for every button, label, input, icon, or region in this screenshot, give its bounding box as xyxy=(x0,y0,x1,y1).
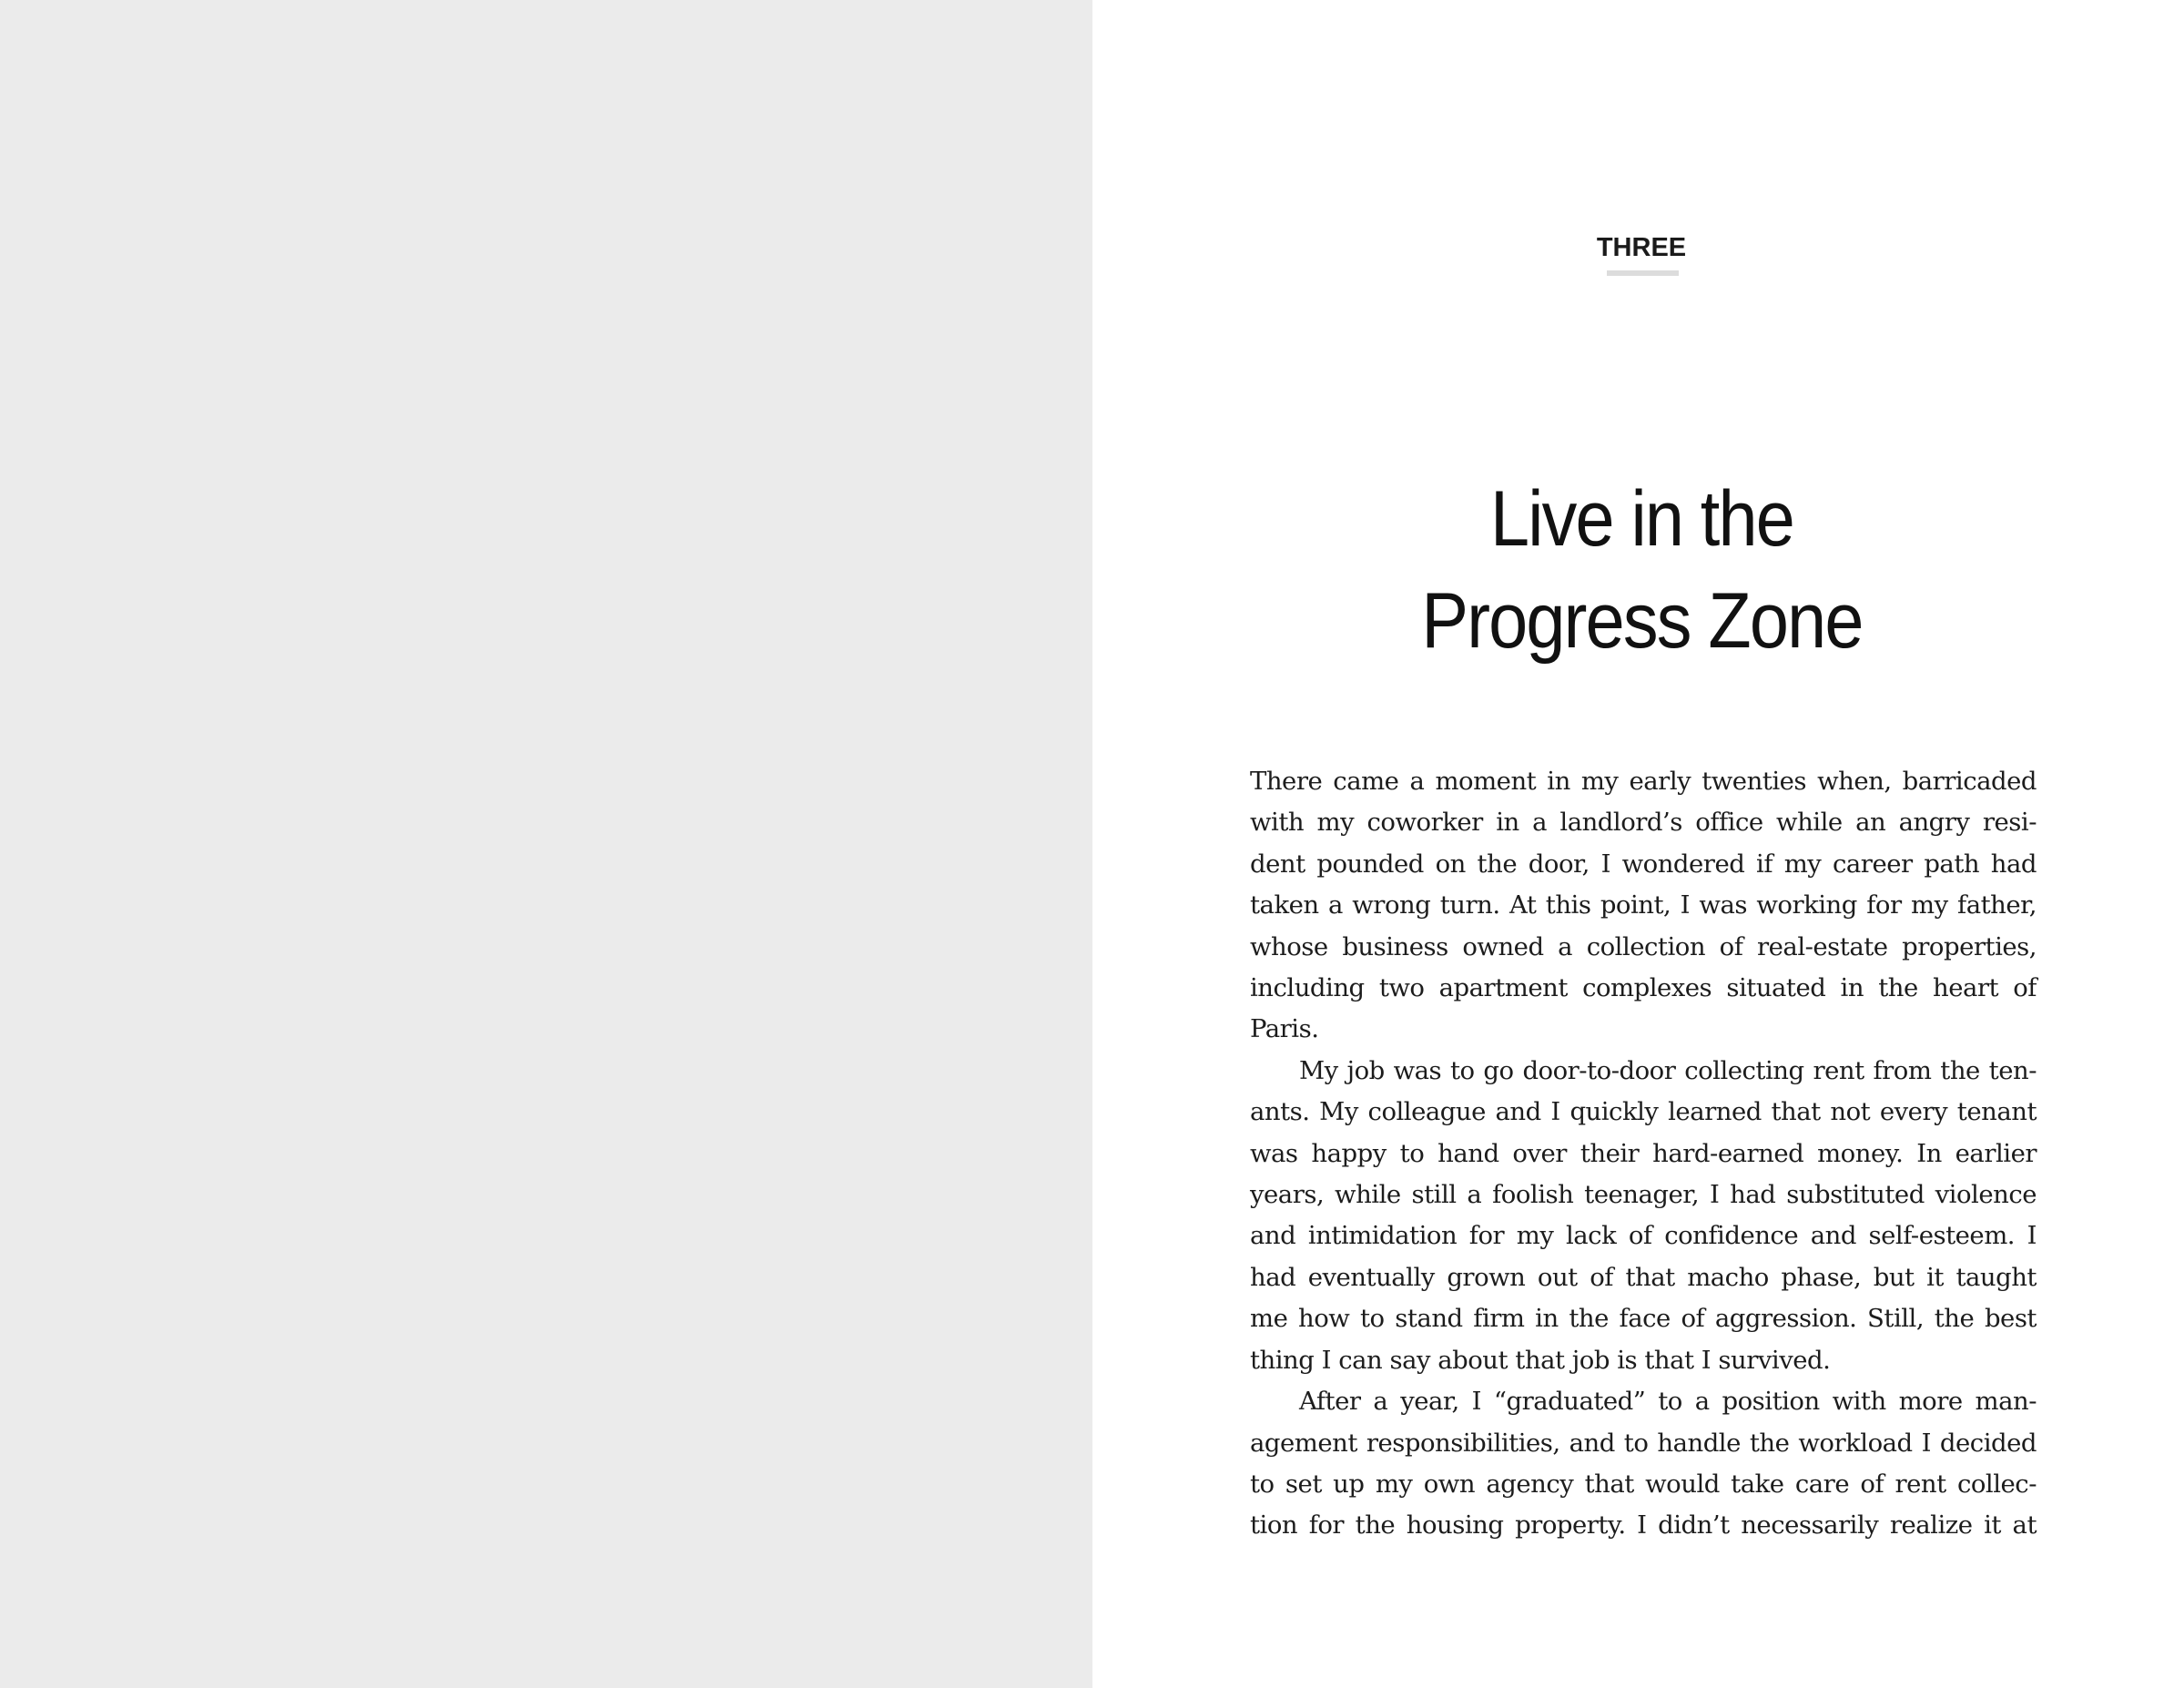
body-text xyxy=(1250,761,2037,1547)
paragraph-3 xyxy=(1250,1381,2037,1547)
paragraph-2 xyxy=(1250,1051,2037,1381)
text-line: ants. My colleague and I quickly learned that not every tenant xyxy=(1250,1097,2037,1127)
chapter-number-underline xyxy=(1607,270,1679,276)
text-line: agement responsibilities, and to handle the workload I decided xyxy=(1250,1428,2037,1458)
text-line: had eventually grown out of that macho phase, but it taught xyxy=(1250,1262,2037,1292)
text-line: to set up my own agency that would take care of rent collec- xyxy=(1250,1469,2037,1499)
text-line: was happy to hand over their hard-earned money. In earlier xyxy=(1250,1138,2037,1168)
text-line: and intimidation for my lack of confidence and self-esteem. I xyxy=(1250,1221,2037,1251)
text-line: including two apartment complexes situated in the heart of xyxy=(1250,973,2037,1003)
text-line: years, while still a foolish teenager, I had substituted violence xyxy=(1250,1180,2037,1210)
paragraph-1 xyxy=(1250,761,2037,1051)
text-line: tion for the housing property. I didn’t necessarily realize it at xyxy=(1250,1510,2037,1541)
text-line: My job was to go door-to-door collecting rent from the ten- xyxy=(1299,1055,2037,1085)
chapter-title-line-1: Live in the xyxy=(1489,475,1794,563)
chapter-title-line-2: Progress Zone xyxy=(1421,577,1863,665)
chapter-number: THREE xyxy=(1596,233,1687,262)
text-line: After a year, I “graduated” to a position with more man- xyxy=(1299,1387,2037,1417)
text-line: me how to stand firm in the face of aggression. Still, the best xyxy=(1250,1304,2037,1334)
text-line: dent pounded on the door, I wondered if my career path had xyxy=(1250,849,2037,879)
text-line: thing I can say about that job is that I survived. xyxy=(1250,1345,1831,1375)
text-line: taken a wrong turn. At this point, I was working for my father, xyxy=(1250,890,2037,920)
text-line: Paris. xyxy=(1250,1014,1319,1044)
text-line: whose business owned a collection of real-estate properties, xyxy=(1250,931,2037,961)
text-line: There came a moment in my early twenties when, barricaded xyxy=(1250,767,2037,796)
text-line: with my coworker in a landlord’s office while an angry resi- xyxy=(1250,808,2037,838)
chapter-title xyxy=(1376,468,1906,672)
